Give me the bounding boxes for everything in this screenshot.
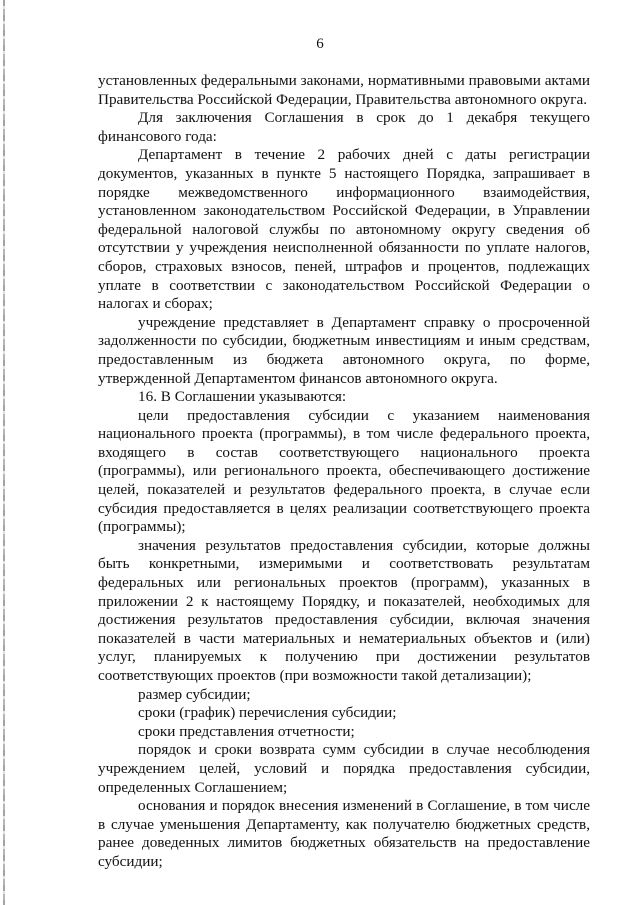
paragraph-7: значения результатов предоставления субсидии, которые должны быть конкретными, измеримыми и соответствовать результатам федеральных или региональных проектов (программ), указанных в приложении 2 к настоящему Порядку, и показателей, необходимых для достижения результатов предоставления субсидии, включая значения показателей в части материальных и нематериальных объектов и (или) услуг, планируемых к получению при достижении результатов соответствующих проектов (при возможности такой детализации); (98, 536, 590, 684)
paragraph-1: установленных федеральными законами, нормативными правовыми актами Правительства Российской Федерации, Правительства автономного округа. (98, 72, 590, 108)
paragraph-3: Департамент в течение 2 рабочих дней с даты регистрации документов, указанных в пункте 5 настоящего Порядка, запрашивает в порядке межведомственного информационного взаимодействия, установленном законодательством Российской Федерации, в Управлении федеральной налоговой службы по автономному округу сведения об отсутствии у учреждения неисполненной обязанности по уплате налогов, сборов, страховых взносов, пеней, штрафов и процентов, подлежащих уплате в соответствии с законодательством Российской Федерации о налогах и сборах; (98, 146, 590, 313)
page-number: 6 (316, 36, 324, 52)
paragraph-11: порядок и сроки возврата сумм субсидии в случае несоблюдения учреждением целей, условий и порядка предоставления субсидии, определенных Соглашением; (98, 741, 590, 796)
document-body (98, 72, 590, 872)
paragraph-5: 16. В Соглашении указываются: (138, 388, 347, 406)
paragraph-10: сроки представления отчетности; (138, 722, 355, 740)
paragraph-4: учреждение представляет в Департамент справку о просроченной задолженности по субсидии, бюджетным инвестициям и иным средствам, предоставленным из бюджета автономного округа, по форме, утвержденной Департаментом финансов автономного округа. (98, 313, 590, 387)
scan-edge (3, 0, 5, 905)
paragraph-8: размер субсидии; (138, 685, 251, 703)
paragraph-9: сроки (график) перечисления субсидии; (138, 704, 397, 722)
paragraph-6: цели предоставления субсидии с указанием наименования национального проекта (программы), в том числе федерального проекта, входящего в состав соответствующего национального проекта (программы), или регионального проекта, обеспечивающего достижение целей, показателей и результатов федерального проекта, в случае если субсидия предоставляется в целях реализации соответствующего проекта (программы); (98, 406, 590, 536)
paragraph-12: основания и порядок внесения изменений в Соглашение, в том числе в случае уменьшения Департаменту, как получателю бюджетных средств, ранее доведенных лимитов бюджетных обязательств на предоставление субсидии; (98, 797, 590, 870)
paragraph-2: Для заключения Соглашения в срок до 1 декабря текущего финансового года: (98, 109, 590, 145)
